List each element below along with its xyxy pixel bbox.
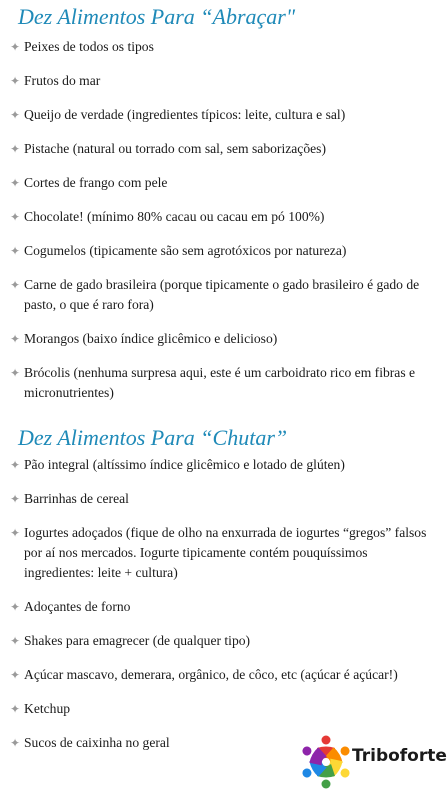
star-bullet-icon: ✦ <box>10 736 21 750</box>
star-bullet-icon: ✦ <box>10 40 21 54</box>
star-bullet-icon: ✦ <box>10 176 21 190</box>
list-abracar <box>10 37 430 417</box>
list-item-text: Barrinhas de cereal <box>24 491 129 506</box>
list-item <box>10 275 430 315</box>
list-item <box>10 523 430 583</box>
star-bullet-icon: ✦ <box>10 210 21 224</box>
list-item <box>10 455 430 475</box>
list-item-text: Carne de gado brasileira (porque tipicamente o gado brasileiro é gado de pasto, o que é raro fora) <box>24 277 420 312</box>
list-item-text: Sucos de caixinha no geral <box>24 735 170 750</box>
list-item-text: Peixes de todos os tipos <box>24 39 154 54</box>
section-title-chutar: Dez Alimentos Para “Chutar” <box>18 425 288 450</box>
list-item-text: Ketchup <box>24 701 71 716</box>
star-bullet-icon: ✦ <box>10 366 21 380</box>
star-bullet-icon: ✦ <box>10 332 21 346</box>
list-item-text: Iogurtes adoçados (fique de olho na enxurrada de iogurtes “gregos” falsos por aí nos mercados. Iogurte tipicamente contém pouquíssimos ingredientes: leite + cultura) <box>24 525 427 580</box>
list-chutar <box>10 455 430 767</box>
list-item-text: Shakes para emagrecer (de qualquer tipo) <box>24 633 251 648</box>
list-item-text: Frutos do mar <box>24 73 101 88</box>
logo-text: Triboforte <box>352 746 447 766</box>
list-item-text: Queijo de verdade (ingredientes típicos: leite, cultura e sal) <box>24 107 346 122</box>
list-item <box>10 597 430 617</box>
star-bullet-icon: ✦ <box>10 634 21 648</box>
star-bullet-icon: ✦ <box>10 702 21 716</box>
star-bullet-icon: ✦ <box>10 600 21 614</box>
list-item-text: Pão integral (altíssimo índice glicêmico e lotado de glúten) <box>24 457 345 472</box>
section-title-abracar: Dez Alimentos Para “Abraçar" <box>18 4 296 29</box>
star-bullet-icon: ✦ <box>10 668 21 682</box>
star-bullet-icon: ✦ <box>10 492 21 506</box>
list-item-text: Brócolis (nenhuma surpresa aqui, este é um carboidrato rico em fibras e micronutrientes) <box>24 365 416 400</box>
list-item-text: Cortes de frango com pele <box>24 175 168 190</box>
star-bullet-icon: ✦ <box>10 142 21 156</box>
list-item-text: Cogumelos (tipicamente são sem agrotóxicos por natureza) <box>24 243 347 258</box>
list-item <box>10 363 430 403</box>
star-bullet-icon: ✦ <box>10 108 21 122</box>
list-item <box>10 105 430 125</box>
list-item <box>10 699 430 719</box>
list-item <box>10 329 430 349</box>
list-item-text: Morangos (baixo índice glicêmico e delicioso) <box>24 331 278 346</box>
star-bullet-icon: ✦ <box>10 458 21 472</box>
list-item <box>10 489 430 509</box>
star-bullet-icon: ✦ <box>10 526 21 540</box>
list-item <box>10 139 430 159</box>
list-item <box>10 37 430 57</box>
list-item <box>10 173 430 193</box>
list-item <box>10 631 430 651</box>
list-item-text: Pistache (natural ou torrado com sal, sem saborizações) <box>24 141 326 156</box>
list-item <box>10 241 430 261</box>
list-item <box>10 665 430 685</box>
list-item <box>10 207 430 227</box>
star-bullet-icon: ✦ <box>10 278 21 292</box>
list-item-text: Açúcar mascavo, demerara, orgânico, de côco, etc (açúcar é açúcar!) <box>24 667 398 682</box>
star-bullet-icon: ✦ <box>10 74 21 88</box>
list-item-text: Chocolate! (mínimo 80% cacau ou cacau em pó 100%) <box>24 209 325 224</box>
star-bullet-icon: ✦ <box>10 244 21 258</box>
list-item <box>10 71 430 91</box>
list-item-text: Adoçantes de forno <box>24 599 131 614</box>
